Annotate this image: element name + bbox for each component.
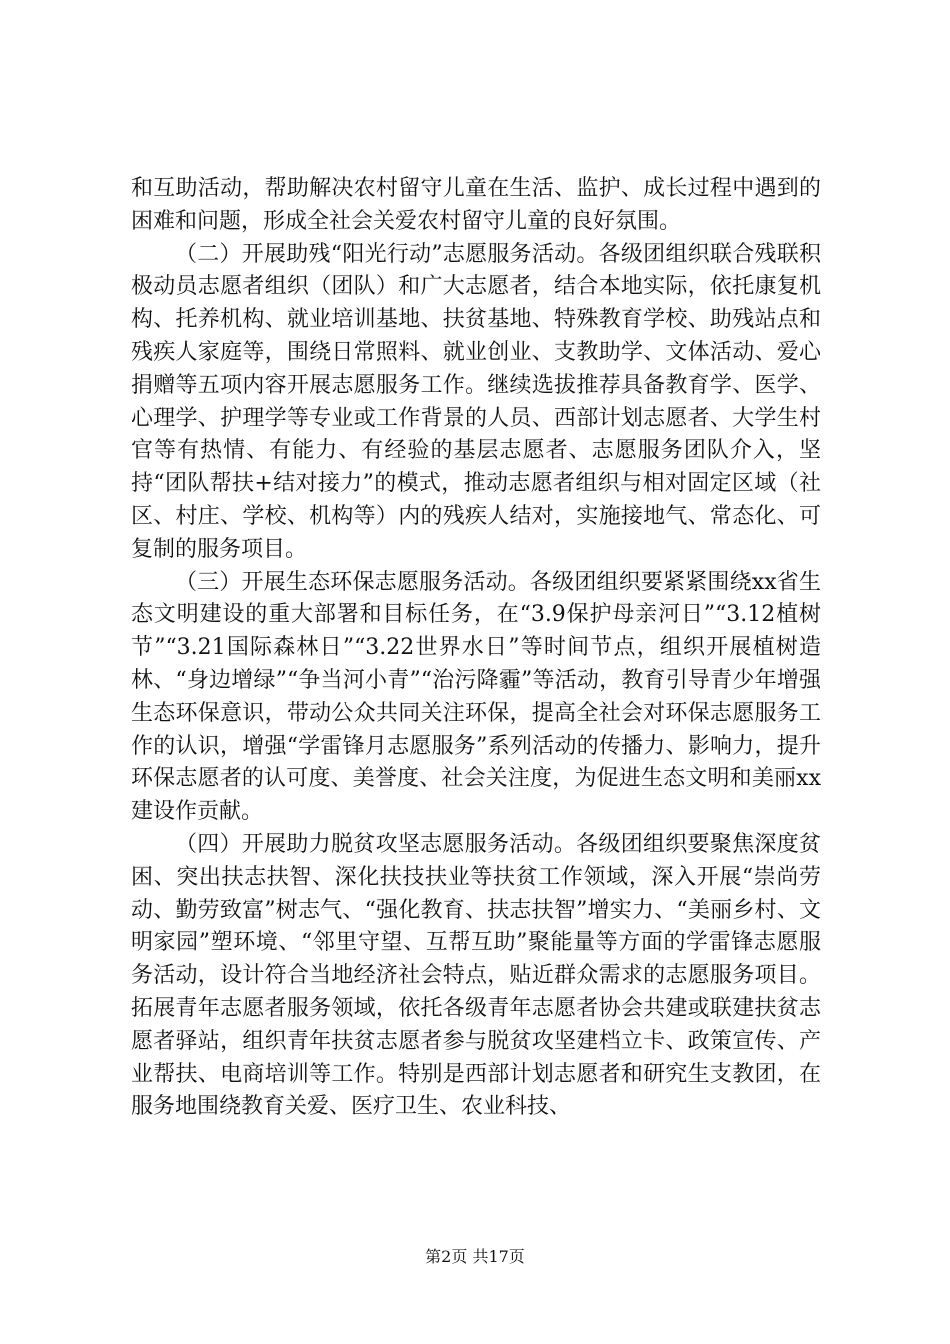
body-text: [131, 173, 821, 1124]
paragraph-disability-volunteer: （二）开展助残“阳光行动”志愿服务活动。各级团组织联合残联积极动员志愿者组织（团队）和广大志愿者，结合本地实际，依托康复机构、托养机构、就业培训基地、扶贫基地、特殊教育学校、助残站点和残疾人家庭等，围绕日常照料、就业创业、支教助学、文体活动、爱心捐赠等五项内容开展志愿服务工作。继续选拔推荐具备教育学、医学、心理学、护理学等专业或工作背景的人员、西部计划志愿者、大学生村官等有热情、有能力、有经验的基层志愿者、志愿服务团队介入，坚持“团队帮扶+结对接力”的模式，推动志愿者组织与相对固定区域（社区、村庄、学校、机构等）内的残疾人结对，实施接地气、常态化、可复制的服务项目。: [131, 241, 821, 562]
page-number-footer: 第2页 共17页: [425, 1247, 525, 1266]
paragraph-eco-volunteer: （三）开展生态环保志愿服务活动。各级团组织要紧紧围绕xx省生态文明建设的重大部署和目标任务，在“3.9保护母亲河日”“3.12植树节”“3.21国际森林日”“3.22世界水日”等时间节点，组织开展植树造林、“身边增绿”“争当河小青”“治污降霾”等活动，教育引导青少年增强生态环保意识，带动公众共同关注环保，提高全社会对环保志愿服务工作的认识，增强“学雷锋月志愿服务”系列活动的传播力、影响力，提升环保志愿者的认可度、美誉度、社会关注度，为促进生态文明和美丽xx建设作贡献。: [131, 569, 821, 825]
paragraph-poverty-volunteer: （四）开展助力脱贫攻坚志愿服务活动。各级团组织要聚焦深度贫困、突出扶志扶智、深化扶技扶业等扶贫工作领域，深入开展“崇尚劳动、勤劳致富”树志气、“强化教育、扶志扶智”增实力、“美丽乡村、文明家园”塑环境、“邻里守望、互帮互助”聚能量等方面的学雷锋志愿服务活动，设计符合当地经济社会特点，贴近群众需求的志愿服务项目。拓展青年志愿者服务领域，依托各级青年志愿者协会共建或联建扶贫志愿者驿站，组织青年扶贫志愿者参与脱贫攻坚建档立卡、政策宣传、产业帮扶、电商培训等工作。特别是西部计划志愿者和研究生支教团，在服务地围绕教育关爱、医疗卫生、农业科技、: [131, 831, 821, 1120]
paragraph-continuation: 和互助活动，帮助解决农村留守儿童在生活、监护、成长过程中遇到的困难和问题，形成全社会关爱农村留守儿童的良好氛围。: [131, 176, 821, 234]
